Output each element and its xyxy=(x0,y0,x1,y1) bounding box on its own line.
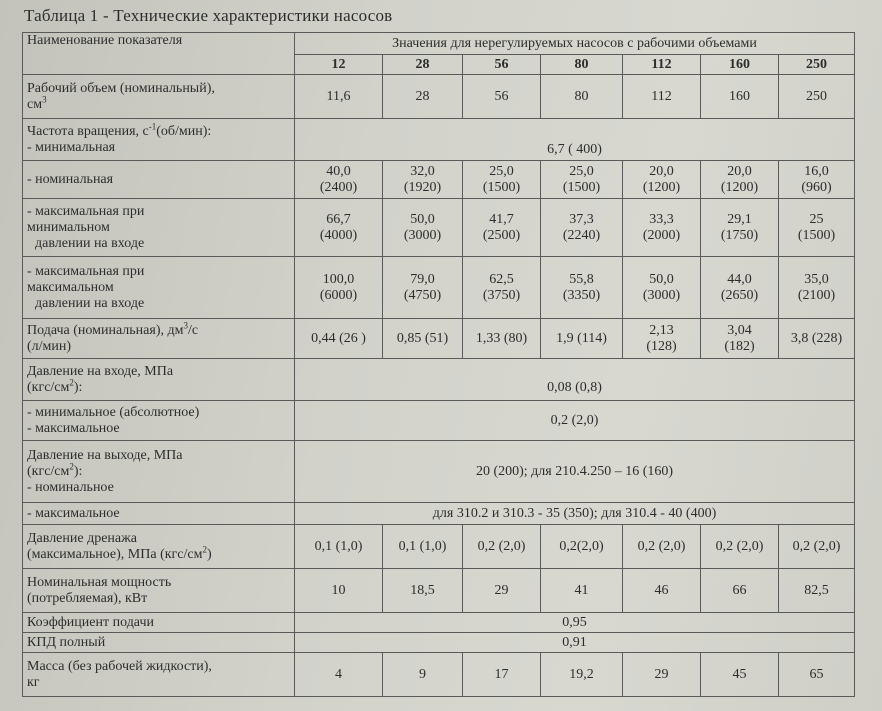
row-label xyxy=(23,199,295,257)
cell: 0,2 (2,0) xyxy=(779,525,855,569)
cell-line: (2500) xyxy=(482,227,521,243)
row-label xyxy=(23,119,295,161)
table-row xyxy=(23,441,855,503)
cell xyxy=(701,257,779,319)
cell-line: (128) xyxy=(646,338,677,354)
cell: 10 xyxy=(295,569,383,613)
cell: 19,2 xyxy=(541,653,623,697)
cell xyxy=(779,199,855,257)
cell: 0,2 (2,0) xyxy=(623,525,701,569)
row-label xyxy=(23,319,295,359)
cell: 28 xyxy=(383,75,463,119)
cell-line: 25,0 xyxy=(489,163,514,179)
cell-line: (1920) xyxy=(403,179,442,195)
volume-header: 12 xyxy=(295,55,383,75)
label-line: Давление дренажа xyxy=(27,530,138,546)
cell-merged: 0,2 (2,0) xyxy=(295,401,855,441)
cell xyxy=(623,257,701,319)
label-line: - максимальная при xyxy=(27,203,145,219)
cell-line: 41,7 xyxy=(489,211,514,227)
table-row xyxy=(23,569,855,613)
table-row xyxy=(23,503,855,525)
row-label: - максимальное xyxy=(23,503,295,525)
cell: 46 xyxy=(623,569,701,613)
row-label xyxy=(23,75,295,119)
cell-line: 62,5 xyxy=(489,271,514,287)
table-row xyxy=(23,401,855,441)
table-title: Таблица 1 - Технические характеристики насосов xyxy=(24,6,393,25)
superscript: 2 xyxy=(69,376,74,387)
cell-line: 25,0 xyxy=(569,163,594,179)
cell: 82,5 xyxy=(779,569,855,613)
cell xyxy=(383,257,463,319)
label-line: ): xyxy=(73,379,83,395)
table-row xyxy=(23,75,855,119)
label-line: (потребляемая), кВт xyxy=(27,590,148,606)
cell xyxy=(295,257,383,319)
cell xyxy=(541,199,623,257)
cell-line: (2650) xyxy=(720,287,759,303)
cell-line: 29,1 xyxy=(727,211,752,227)
row-label xyxy=(23,525,295,569)
cell-line: 2,13 xyxy=(649,322,674,338)
cell-line: 50,0 xyxy=(410,211,435,227)
label-line: ) xyxy=(206,546,212,562)
cell-line: 25 xyxy=(809,211,824,227)
cell-line: (1200) xyxy=(720,179,759,195)
table-row xyxy=(23,613,855,633)
cell-line: (3350) xyxy=(562,287,601,303)
row-label xyxy=(23,401,295,441)
table-row xyxy=(23,319,855,359)
cell-line: (1500) xyxy=(797,227,836,243)
cell-merged: 0,95 xyxy=(295,613,855,633)
cell-line: (3000) xyxy=(642,287,681,303)
cell: 0,2 (2,0) xyxy=(463,525,541,569)
cell: 160 xyxy=(701,75,779,119)
cell-line: 20,0 xyxy=(649,163,674,179)
cell: 18,5 xyxy=(383,569,463,613)
label-line: Номинальная мощность xyxy=(27,574,172,590)
cell-line: 50,0 xyxy=(649,271,674,287)
cell: 65 xyxy=(779,653,855,697)
cell-merged: для 310.2 и 310.3 - 35 (350); для 310.4 - 40 (400) xyxy=(295,503,855,525)
cell-line: 44,0 xyxy=(727,271,752,287)
cell xyxy=(463,161,541,199)
row-label: - номинальная xyxy=(23,161,295,199)
cell xyxy=(541,161,623,199)
label-line: (кгс/см xyxy=(27,379,70,395)
label-line: - минимальная xyxy=(27,139,116,155)
volume-header: 160 xyxy=(701,55,779,75)
cell xyxy=(701,199,779,257)
cell-merged: 6,7 ( 400) xyxy=(295,119,855,161)
cell-line: 37,3 xyxy=(569,211,594,227)
cell: 11,6 xyxy=(295,75,383,119)
cell xyxy=(295,199,383,257)
volume-header: 250 xyxy=(779,55,855,75)
cell: 80 xyxy=(541,75,623,119)
superscript: 3 xyxy=(183,319,188,330)
label-line: Подача (номинальная), дм xyxy=(27,322,184,338)
superscript: 2 xyxy=(69,460,74,471)
cell: 29 xyxy=(463,569,541,613)
cell-line: 100,0 xyxy=(322,271,355,287)
label-line: Частота вращения, с xyxy=(27,123,149,139)
cell: 41 xyxy=(541,569,623,613)
cell xyxy=(463,257,541,319)
label-line: - номинальное xyxy=(27,479,114,495)
cell: 3,8 (228) xyxy=(779,319,855,359)
label-line: /с xyxy=(187,322,199,338)
cell xyxy=(623,199,701,257)
cell: 4 xyxy=(295,653,383,697)
cell xyxy=(383,161,463,199)
cell: 112 xyxy=(623,75,701,119)
table-row xyxy=(23,359,855,401)
table-row xyxy=(23,199,855,257)
table-row xyxy=(23,257,855,319)
label-line: (кгс/см xyxy=(27,463,70,479)
superscript: -1 xyxy=(148,120,157,131)
cell: 29 xyxy=(623,653,701,697)
cell xyxy=(383,199,463,257)
volume-header: 80 xyxy=(541,55,623,75)
volume-header: 28 xyxy=(383,55,463,75)
volume-header: 56 xyxy=(463,55,541,75)
label-line: (об/мин): xyxy=(156,123,212,139)
cell xyxy=(701,161,779,199)
cell-line: (960) xyxy=(801,179,832,195)
label-line: Давление на выходе, МПа xyxy=(27,447,183,463)
cell: 250 xyxy=(779,75,855,119)
cell: 17 xyxy=(463,653,541,697)
cell-line: (3000) xyxy=(403,227,442,243)
table-row xyxy=(23,633,855,653)
cell-line: (3750) xyxy=(482,287,521,303)
cell-line: (1500) xyxy=(482,179,521,195)
table-row xyxy=(23,653,855,697)
cell: 0,1 (1,0) xyxy=(295,525,383,569)
cell xyxy=(541,257,623,319)
header-row xyxy=(23,33,855,55)
cell-line: (6000) xyxy=(319,287,358,303)
cell: 0,1 (1,0) xyxy=(383,525,463,569)
row-label xyxy=(23,441,295,503)
cell-line: (2240) xyxy=(562,227,601,243)
table-row xyxy=(23,161,855,199)
label-line: Масса (без рабочей жидкости), xyxy=(27,658,212,674)
cell-line: (2400) xyxy=(319,179,358,195)
label-line: - максимальная при xyxy=(27,263,145,279)
label-line: - максимальное xyxy=(27,420,120,436)
param-col-header: Наименование показателя xyxy=(23,33,295,75)
label-line: см xyxy=(27,96,43,112)
table-row xyxy=(23,525,855,569)
label-line: минимальном xyxy=(27,219,110,235)
cell-line: (1750) xyxy=(720,227,759,243)
label-line: - минимальное (абсолютное) xyxy=(27,404,200,420)
cell: 0,85 (51) xyxy=(383,319,463,359)
label-line: ): xyxy=(73,463,83,479)
label-line: Давление на входе, МПа xyxy=(27,363,174,379)
pump-specs-table xyxy=(22,32,855,697)
row-label: Коэффициент подачи xyxy=(23,613,295,633)
cell-line: 79,0 xyxy=(410,271,435,287)
cell-line: 33,3 xyxy=(649,211,674,227)
cell xyxy=(701,319,779,359)
values-col-header: Значения для нерегулируемых насосов с рабочими объемами xyxy=(295,33,855,55)
label-line: Рабочий объем (номинальный), xyxy=(27,80,215,96)
row-label xyxy=(23,653,295,697)
cell: 66 xyxy=(701,569,779,613)
cell xyxy=(295,161,383,199)
label-line: давлении на входе xyxy=(35,295,145,311)
cell: 56 xyxy=(463,75,541,119)
cell-line: 35,0 xyxy=(804,271,829,287)
row-label: КПД полный xyxy=(23,633,295,653)
cell xyxy=(779,161,855,199)
cell-line: 40,0 xyxy=(326,163,351,179)
cell-line: 66,7 xyxy=(326,211,351,227)
cell-line: (4000) xyxy=(319,227,358,243)
cell-line: 55,8 xyxy=(569,271,594,287)
cell xyxy=(463,199,541,257)
cell-line: (2100) xyxy=(797,287,836,303)
cell-line: 16,0 xyxy=(804,163,829,179)
cell: 0,2(2,0) xyxy=(541,525,623,569)
volume-header: 112 xyxy=(623,55,701,75)
label-line: кг xyxy=(27,674,40,690)
cell: 45 xyxy=(701,653,779,697)
cell-merged: 20 (200); для 210.4.250 – 16 (160) xyxy=(295,441,855,503)
cell-line: (2000) xyxy=(642,227,681,243)
cell-line: 20,0 xyxy=(727,163,752,179)
cell-line: 32,0 xyxy=(410,163,435,179)
cell-merged: 0,08 (0,8) xyxy=(295,359,855,401)
cell-line: (182) xyxy=(724,338,755,354)
label-line: (максимальное), МПа (кгс/см xyxy=(27,546,203,562)
cell-line: 3,04 xyxy=(727,322,752,338)
cell: 1,33 (80) xyxy=(463,319,541,359)
cell xyxy=(623,319,701,359)
row-label xyxy=(23,257,295,319)
cell xyxy=(623,161,701,199)
row-label xyxy=(23,359,295,401)
label-line: максимальном xyxy=(27,279,114,295)
label-line: (л/мин) xyxy=(27,338,72,354)
cell-line: (1500) xyxy=(562,179,601,195)
cell: 9 xyxy=(383,653,463,697)
cell-merged: 0,91 xyxy=(295,633,855,653)
superscript: 3 xyxy=(42,93,47,104)
cell xyxy=(779,257,855,319)
table-row xyxy=(23,119,855,161)
superscript: 2 xyxy=(202,543,207,554)
row-label xyxy=(23,569,295,613)
cell-line: (4750) xyxy=(403,287,442,303)
label-line: давлении на входе xyxy=(35,235,145,251)
cell: 0,44 (26 ) xyxy=(295,319,383,359)
cell: 1,9 (114) xyxy=(541,319,623,359)
cell: 0,2 (2,0) xyxy=(701,525,779,569)
cell-line: (1200) xyxy=(642,179,681,195)
